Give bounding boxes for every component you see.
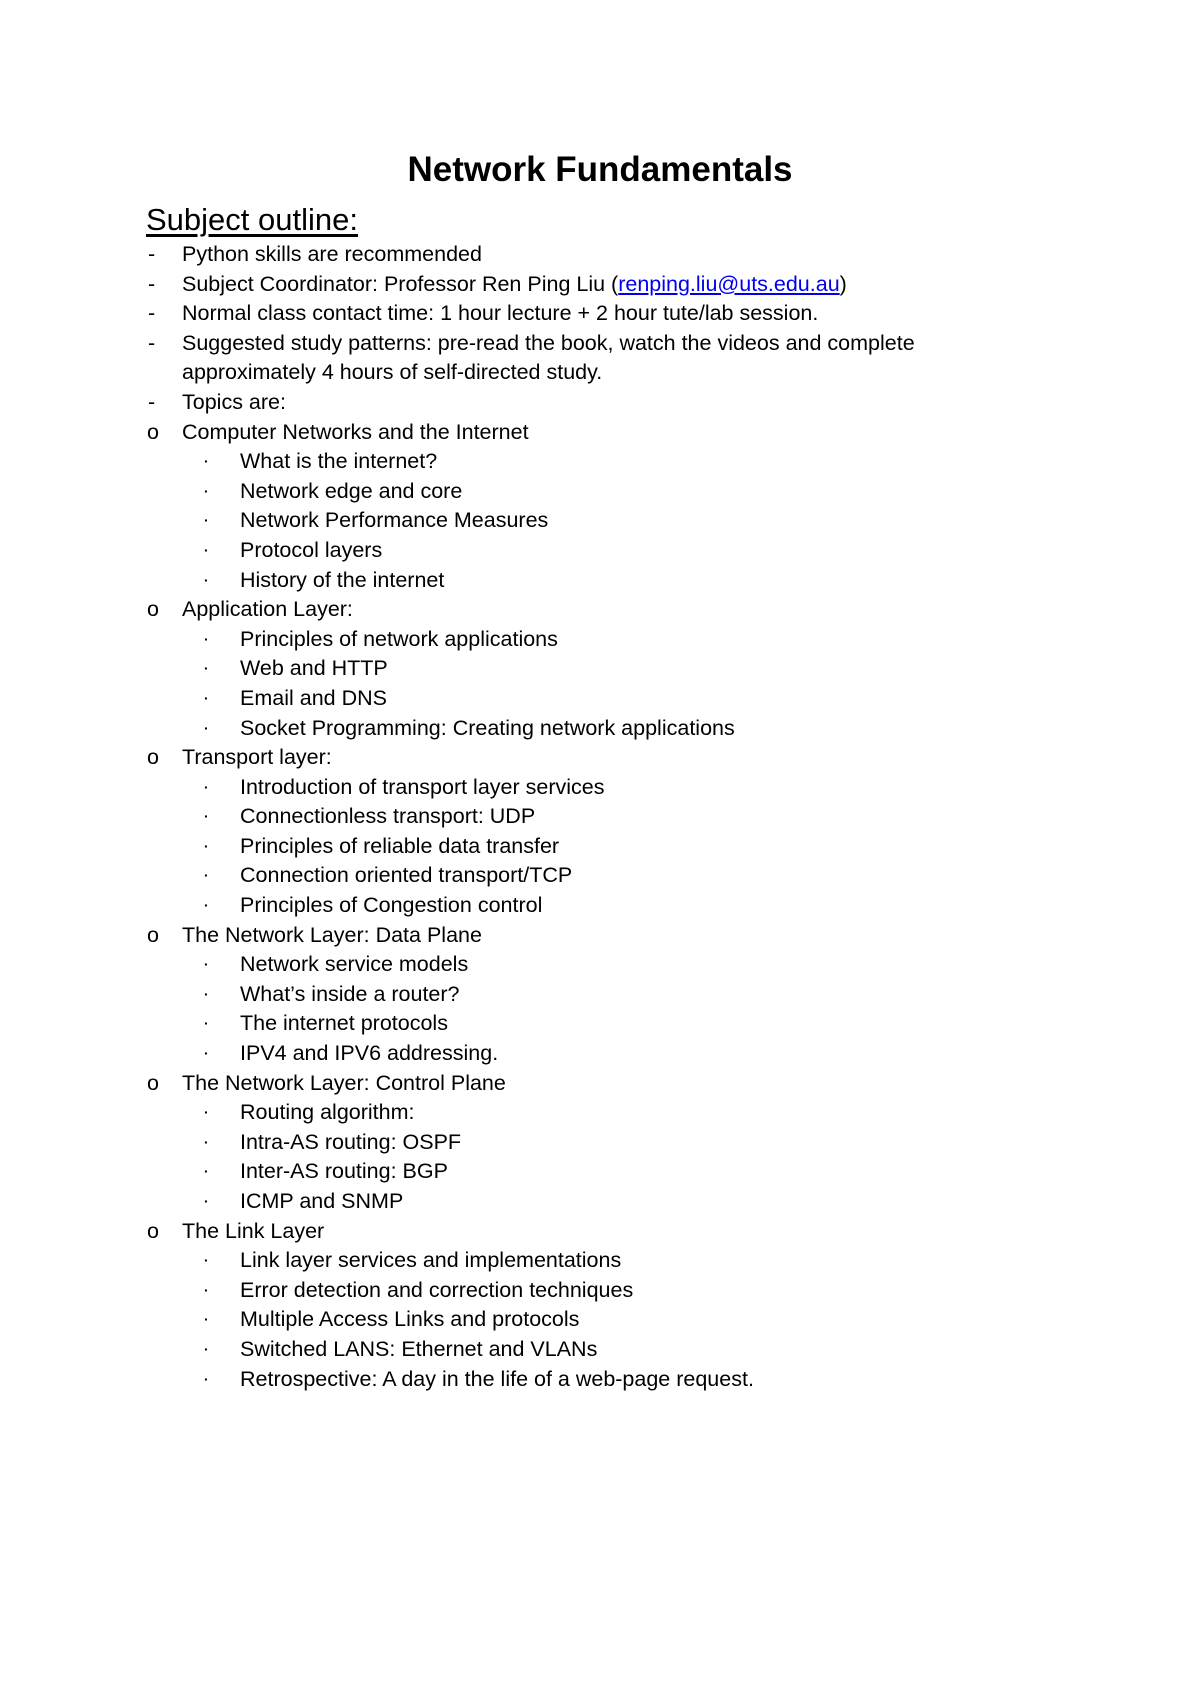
subtopic-text: Principles of Congestion control <box>240 893 543 918</box>
subtopic-item <box>0 625 1200 655</box>
subtopic-bullet-marker: · <box>204 1252 209 1269</box>
topic-bullet-marker: o <box>147 922 159 947</box>
subtopic-item <box>0 447 1200 477</box>
subtopic-text: Retrospective: A day in the life of a web-page request. <box>240 1366 754 1391</box>
topic-title: Transport layer: <box>182 745 332 770</box>
topic-title: Computer Networks and the Internet <box>182 419 529 444</box>
subtopic-bullet-marker: · <box>204 1340 209 1357</box>
subtopic-text: Principles of network applications <box>240 626 558 651</box>
subtopic-text: What is the internet? <box>240 449 438 474</box>
dash-marker: - <box>148 330 156 355</box>
subtopic-text: Switched LANS: Ethernet and VLANs <box>240 1336 598 1361</box>
subtopic-text: Protocol layers <box>240 537 383 562</box>
subtopic-item <box>0 1098 1200 1128</box>
subtopic-item <box>0 506 1200 536</box>
list-item-study-patterns <box>0 329 1200 388</box>
subtopic-item <box>0 1365 1200 1395</box>
subtopic-item <box>0 1128 1200 1158</box>
subtopic-item <box>0 566 1200 596</box>
list-item-topics-are <box>0 388 1200 418</box>
subtopic-item <box>0 536 1200 566</box>
subtopic-item <box>0 802 1200 832</box>
subtopic-bullet-marker: · <box>204 956 209 973</box>
page-title: Network Fundamentals <box>407 150 793 189</box>
topic-bullet-marker: o <box>147 1218 159 1243</box>
dash-marker: - <box>148 242 156 266</box>
subtopic-text: Network service models <box>240 952 469 977</box>
subtopic-bullet-marker: · <box>204 1133 209 1150</box>
list-item-python <box>0 240 1200 270</box>
contact-time-text: Normal class contact time: 1 hour lecture + 2 hour tute/lab session. <box>182 301 819 326</box>
list-item-coordinator <box>0 270 1200 300</box>
subtopic-text: Network edge and core <box>240 478 463 503</box>
subtopic-item <box>0 1305 1200 1335</box>
subtopic-bullet-marker: · <box>204 837 209 854</box>
subtopic-item <box>0 1009 1200 1039</box>
topic-item <box>0 418 1200 448</box>
subtopic-text: ICMP and SNMP <box>240 1189 404 1213</box>
topics-list <box>0 418 1200 1395</box>
subtopic-bullet-marker: · <box>204 1311 209 1328</box>
subtopic-bullet-marker: · <box>204 541 209 558</box>
subtopic-text: Routing algorithm: <box>240 1100 415 1125</box>
subtopic-bullet-marker: · <box>204 571 209 588</box>
coordinator-suffix: ) <box>839 271 847 296</box>
subtopic-bullet-marker: · <box>204 1045 209 1062</box>
subtopic-bullet-marker: · <box>204 808 209 825</box>
subtopic-bullet-marker: · <box>204 719 209 736</box>
subtopic-bullet-marker: · <box>204 453 209 470</box>
dash-marker: - <box>148 389 156 414</box>
subtopic-item <box>0 950 1200 980</box>
subtopic-text: Link layer services and implementations <box>240 1248 622 1273</box>
subtopic-item <box>0 1335 1200 1365</box>
subtopic-item <box>0 773 1200 803</box>
subtopic-bullet-marker: · <box>204 867 209 884</box>
subtopic-text: Inter-AS routing: BGP <box>240 1159 448 1184</box>
subtopic-bullet-marker: · <box>204 1163 209 1180</box>
topics-are-text: Topics are: <box>182 389 286 414</box>
subtopic-item <box>0 891 1200 921</box>
subtopic-item <box>0 684 1200 714</box>
subtopic-bullet-marker: · <box>204 512 209 529</box>
subtopic-item <box>0 1157 1200 1187</box>
coordinator-line <box>182 270 982 300</box>
subtopic-text: Connectionless transport: UDP <box>240 804 536 829</box>
topic-bullet-marker: o <box>147 745 159 770</box>
study-patterns-text: Suggested study patterns: pre-read the book, watch the videos and complete approximately 4 hours of self-directed study. <box>182 330 915 385</box>
subtopic-text: History of the internet <box>240 567 445 592</box>
outline-content <box>0 240 1200 1394</box>
subtopic-bullet-marker: · <box>204 630 209 647</box>
subtopic-bullet-marker: · <box>204 482 209 499</box>
subtopic-bullet-marker: · <box>204 1281 209 1298</box>
topic-title: The Network Layer: Control Plane <box>182 1070 506 1095</box>
subtopic-bullet-marker: · <box>204 660 209 677</box>
subtopic-bullet-marker: · <box>204 689 209 706</box>
subtopic-text: Connection oriented transport/TCP <box>240 863 573 888</box>
subtopic-text: Principles of reliable data transfer <box>240 833 560 858</box>
subtopic-text: The internet protocols <box>240 1011 448 1036</box>
subtopic-item <box>0 1276 1200 1306</box>
topic-bullet-marker: o <box>147 419 159 444</box>
topic-item <box>0 1217 1200 1247</box>
subtopic-item <box>0 861 1200 891</box>
subtopic-bullet-marker: · <box>204 778 209 795</box>
topic-title: The Network Layer: Data Plane <box>182 922 482 947</box>
subtopic-bullet-marker: · <box>204 1370 209 1387</box>
subject-outline-heading: Subject outline: <box>146 202 358 237</box>
subtopic-text: Network Performance Measures <box>240 508 549 533</box>
dash-marker: - <box>148 301 156 326</box>
subtopic-text: Introduction of transport layer services <box>240 774 605 799</box>
subtopic-text: Web and HTTP <box>240 656 388 681</box>
topic-title: The Link Layer <box>182 1218 325 1243</box>
subtopic-text: IPV4 and IPV6 addressing. <box>240 1041 499 1066</box>
subtopic-item <box>0 1246 1200 1276</box>
subtopic-bullet-marker: · <box>204 1104 209 1121</box>
subtopic-item <box>0 477 1200 507</box>
subtopic-item <box>0 1187 1200 1217</box>
topic-item <box>0 743 1200 773</box>
subtopic-text: Multiple Access Links and protocols <box>240 1307 580 1332</box>
subtopic-item <box>0 980 1200 1010</box>
topic-bullet-marker: o <box>147 1070 159 1095</box>
subtopic-bullet-marker: · <box>204 897 209 914</box>
subtopic-text: Socket Programming: Creating network applications <box>240 715 735 740</box>
python-skills-text: Python skills are recommended <box>182 242 482 266</box>
topic-item <box>0 1069 1200 1099</box>
subtopic-text: What’s inside a router? <box>240 981 460 1006</box>
subtopic-bullet-marker: · <box>204 985 209 1002</box>
subtopic-text: Error detection and correction techniques <box>240 1277 634 1302</box>
subtopic-text: Email and DNS <box>240 685 387 710</box>
subtopic-text: Intra-AS routing: OSPF <box>240 1129 462 1154</box>
subtopic-item <box>0 832 1200 862</box>
subtopic-item <box>0 714 1200 744</box>
coordinator-email-link[interactable]: renping.liu@uts.edu.au <box>618 271 840 296</box>
topic-bullet-marker: o <box>147 597 159 622</box>
subtopic-bullet-marker: · <box>204 1193 209 1209</box>
topic-item <box>0 595 1200 625</box>
list-item-contact-time <box>0 299 1200 329</box>
topic-title: Application Layer: <box>182 597 353 622</box>
subtopic-item <box>0 654 1200 684</box>
topic-item <box>0 921 1200 951</box>
subtopic-item <box>0 1039 1200 1069</box>
dash-marker: - <box>148 271 156 296</box>
coordinator-text: Subject Coordinator: Professor Ren Ping Liu ( <box>182 271 619 296</box>
subtopic-bullet-marker: · <box>204 1015 209 1032</box>
